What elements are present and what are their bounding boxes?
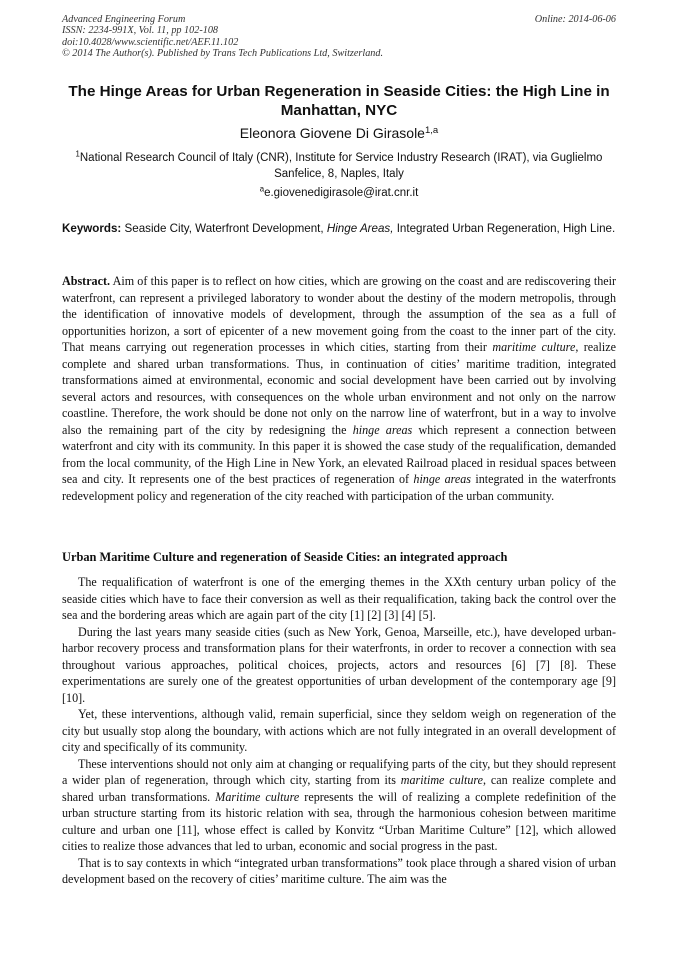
paragraph-text: represents the will of realizing a complete redefinition of the urban structure starting from its historic relation with sea, through the harmonious cohesion between maritime culture and urban one [11], whose effect is called by Konvitz “Urban Maritime Culture” [12], which allowed cities to realize those advances that led to urban, economic and social progress in the past. (62, 789, 617, 853)
affiliation-superscript: 1 (75, 149, 80, 159)
paragraph-text: , can realize complete and shared urban transformations. (62, 773, 617, 804)
issn-line: ISSN: 2234-991X, Vol. 11, pp 102-108 (62, 25, 219, 37)
paragraph-text: These interventions should not only aim at changing or requalifying parts of the city, but they should represent a wider plan of regeneration, through which city, starting from its (62, 756, 616, 787)
email-line (62, 186, 616, 201)
copyright-line: © 2014 The Author(s). Published by Trans Tech Publications Ltd, Switzerland. (62, 48, 384, 60)
section-body (62, 574, 616, 888)
journal-name: Advanced Engineering Forum (62, 14, 186, 25)
abstract (62, 273, 616, 504)
abstract-text-3: which represent a connection between waterfront and city with its community. In this paper it is showed the case study of the requalification, demanded from the local community, of the High Line in New York, an elevated Railroad placed in residual spaces between sea and city. It represents one of the best practices of regeneration of (62, 422, 616, 486)
paragraph (62, 756, 616, 855)
paragraph: During the last years many seaside cities (such as New York, Genoa, Marseille, etc.), have developed urban-harbor recovery process and transformation plans for their waterfronts, in order to recover a connection with sea throughout various approaches, political choices, projects, actors and resources [6] [7] [8]. These experimentations are surely one of the greatest opportunities of urban development of the contemporary age [9] [10]. (62, 624, 616, 705)
email-superscript: a (259, 184, 265, 194)
abstract-text-2: , realize complete and shared urban transformations. Thus, in continuation of cities’ maritime tradition, integrated transformations aimed at environmental, economic and social development have been carried out by involving several actors and resources, with consequences on the whole urban environment and not only on the narrow coastline. Therefore, the work should be done not only on the narrow line of waterfront, but in a way to involve also the remaining part of the city by redesigning the (62, 340, 616, 437)
keywords-part1: Seaside City, Waterfront Development, (124, 222, 324, 235)
abstract-italic-2: hinge areas (352, 422, 413, 437)
paragraph: The requalification of waterfront is one of the emerging themes in the XXth century urban policy of the seaside cities which have to face their conversion as well as their requalification, taking back the control over the sea and the bordering areas which are again part of the city [1] [2] [3] [4] [5]. (62, 575, 616, 622)
author-line (62, 125, 616, 142)
author-name: Eleonora Giovene Di Girasole (239, 125, 425, 141)
abstract-italic-3: hinge areas (413, 472, 472, 486)
affiliation-text: National Research Council of Italy (CNR), Institute for Service Industry Research (IRAT), via Guglielmo Sanfelice, 8, Naples, Italy (79, 152, 603, 180)
author-superscript: 1,a (424, 124, 439, 136)
section-heading: Urban Maritime Culture and regeneration of Seaside Cities: an integrated approach (62, 550, 508, 564)
abstract-text-1: Aim of this paper is to reflect on how cities, which are growing on the coast and are rediscovering their waterfront, can represent a privileged laboratory to wonder about the destiny of the modern metropolis, through the identification of innovative models of development, through the assumption of the sea as a full of opportunities horizon, a sort of epicenter of a new movement going from the coast to the inner part of the city. That means carrying out regeneration processes in which cities, starting from their (62, 274, 617, 354)
keywords-label: Keywords: (62, 222, 122, 235)
abstract-label: Abstract. (62, 274, 111, 288)
affiliation (62, 150, 616, 182)
abstract-italic-1: maritime culture (492, 340, 576, 354)
doi-line: doi:10.4028/www.scientific.net/AEF.11.102 (62, 36, 239, 48)
paragraph-italic: Maritime culture (215, 789, 300, 804)
paragraph: Yet, these interventions, although valid, remain superficial, since they seldom weigh on regeneration of the city but usually stop along the boundary, with actions which are not fully integrated in an overall development of city and specifically of its community. (62, 707, 616, 754)
paper-title: The Hinge Areas for Urban Regeneration in Seaside Cities: the High Line in Manhattan, NYC (68, 83, 610, 119)
journal-header (62, 14, 616, 60)
email-address[interactable]: e.giovenedigirasole@irat.cnr.it (264, 187, 419, 199)
paragraph: That is to say contexts in which “integrated urban transformations” took place through a shared vision of urban development based on the recovery of cities’ maritime culture. The aim was the (62, 855, 616, 886)
keywords-italic: Hinge Areas, (326, 222, 394, 235)
online-date: Online: 2014-06-06 (534, 14, 616, 25)
abstract-text-4: integrated in the waterfronts redevelopment policy and regeneration of the city reached with participation of the urban community. (62, 472, 616, 503)
keywords-part2: Integrated Urban Regeneration, High Line. (396, 222, 616, 235)
paragraph-italic: maritime culture (400, 773, 484, 787)
keywords (62, 221, 616, 238)
